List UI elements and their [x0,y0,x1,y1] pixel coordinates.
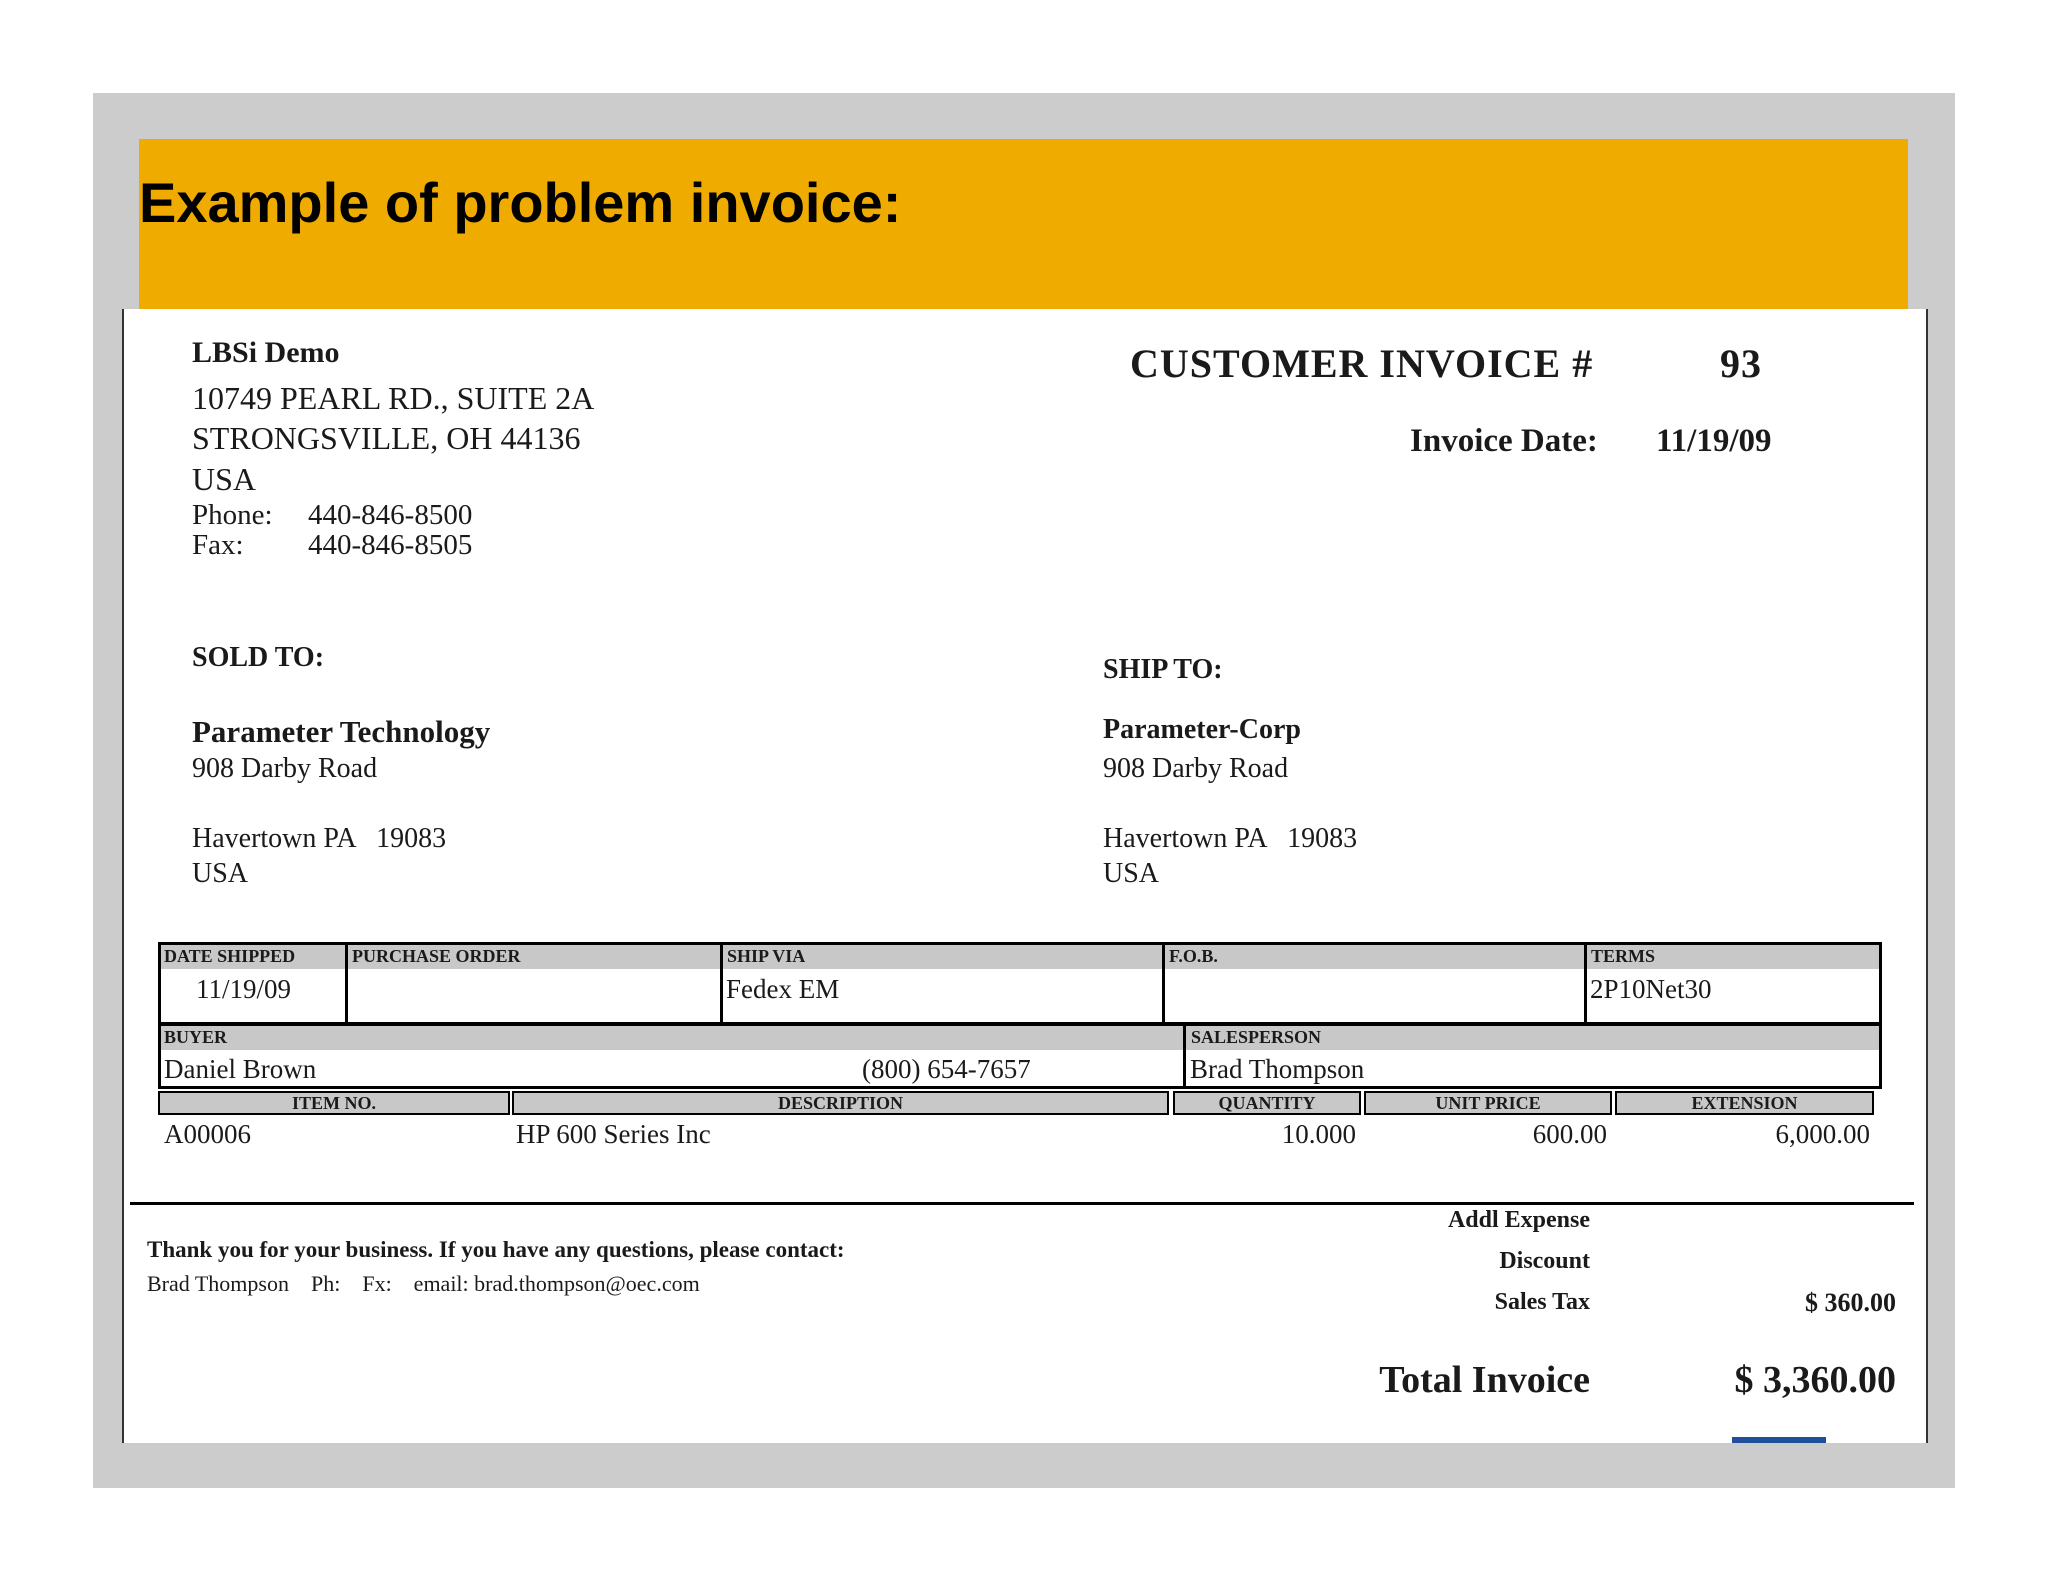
ship-to-label: SHIP TO: [1103,654,1223,685]
invoice-date: 11/19/09 [1656,423,1772,459]
buyer-phone: (800) 654-7657 [862,1054,1031,1084]
purchase-order-header: PURCHASE ORDER [349,945,719,969]
invoice-title: CUSTOMER INVOICE # [1130,341,1594,386]
total-invoice-label: Total Invoice [1379,1359,1590,1401]
divider [1183,1023,1186,1089]
company-country: USA [192,461,257,497]
ship-to-country: USA [1103,858,1160,889]
phone-number: 440-846-8500 [308,499,473,531]
company-name: LBSi Demo [192,336,340,369]
phone-label: Phone: [192,499,273,531]
ship-via-header: SHIP VIA [724,945,1159,969]
divider [1162,942,1165,1025]
buyer-value: Daniel Brown [164,1054,317,1084]
addl-expense-label: Addl Expense [1447,1207,1590,1233]
description-cell: HP 600 Series Inc [516,1119,711,1149]
fax-number: 440-846-8505 [308,529,473,561]
ship-via-value: Fedex EM [726,974,840,1004]
footer-rule [130,1202,1914,1205]
sold-to-city: Havertown PA 19083 [192,823,447,854]
terms-value: 2P10Net30 [1590,974,1712,1004]
ship-to-city: Havertown PA 19083 [1103,823,1358,854]
salesperson-header: SALESPERSON [1188,1026,1879,1050]
date-shipped-value: 11/19/09 [196,974,292,1004]
sold-to-name: Parameter Technology [192,714,491,749]
fob-header: F.O.B. [1166,945,1581,969]
ship-to-name: Parameter-Corp [1103,714,1301,745]
divider [1584,942,1587,1025]
company-address-line2: STRONGSVILLE, OH 44136 [192,420,581,456]
date-shipped-header: DATE SHIPPED [161,945,346,969]
total-invoice-value: $ 3,360.00 [1734,1359,1896,1401]
extension-header: EXTENSION [1615,1091,1874,1115]
item-no-header: ITEM NO. [158,1091,510,1115]
buyer-header: BUYER [161,1026,1181,1050]
item-no-cell: A00006 [164,1119,251,1149]
sold-to-country: USA [192,858,249,889]
contact-line: Brad Thompson Ph: Fx: email: brad.thompson@oec.com [147,1271,700,1296]
sold-to-label: SOLD TO: [192,642,325,673]
ship-to-street: 908 Darby Road [1103,753,1289,784]
discount-label: Discount [1499,1248,1590,1274]
thank-you-message: Thank you for your business. If you have any questions, please contact: [147,1237,845,1262]
unit-price-cell: 600.00 [1532,1119,1607,1149]
invoice-number: 93 [1720,341,1762,386]
slide-title: Example of problem invoice: [139,171,902,234]
sales-tax-label: Sales Tax [1494,1289,1590,1315]
unit-price-header: UNIT PRICE [1364,1091,1612,1115]
company-address-line1: 10749 PEARL RD., SUITE 2A [192,380,595,416]
quantity-cell: 10.000 [1281,1119,1356,1149]
description-header: DESCRIPTION [512,1091,1169,1115]
divider [345,942,348,1025]
salesperson-value: Brad Thompson [1190,1054,1365,1084]
fax-label: Fax: [192,529,244,561]
invoice-date-label: Invoice Date: [1410,423,1598,459]
quantity-header: QUANTITY [1173,1091,1361,1115]
blue-underline-mark [1732,1437,1826,1443]
divider [720,942,723,1025]
extension-cell: 6,000.00 [1775,1119,1870,1149]
sold-to-street: 908 Darby Road [192,753,378,784]
terms-header: TERMS [1588,945,1879,969]
sales-tax-value: $ 360.00 [1805,1288,1896,1317]
